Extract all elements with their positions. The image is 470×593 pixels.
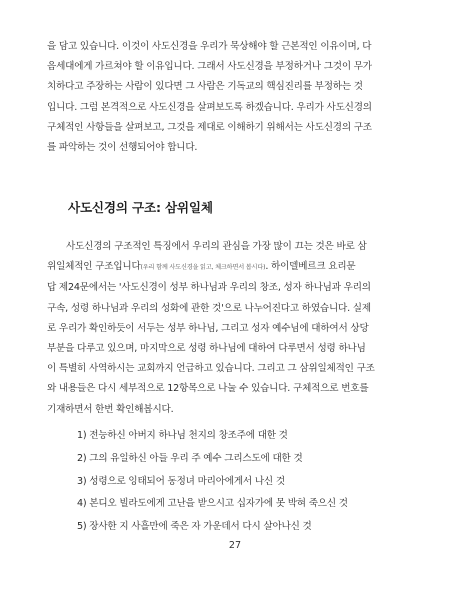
- text-line: [47, 257, 423, 278]
- text-segment: . 하이델베르크 요리문: [265, 261, 356, 273]
- text-line: 을 담고 있습니다. 이것이 사도신경을 우리가 묵상해야 할 근본적인 이유이며, 다: [47, 41, 372, 52]
- text-line: 와 내용들은 다시 세부적으로 12항목으로 나눌 수 있습니다. 구체적으로 번호를: [47, 383, 369, 395]
- creed-items-list: [77, 425, 348, 539]
- list-item: 1) 전능하신 아버지 하나님 천지의 창조주에 대한 것: [77, 430, 288, 441]
- text-line: 이 특별히 사역하시는 교회까지 언급하고 있습니다. 그리고 그 삼위일체적인 구조: [47, 363, 375, 375]
- text-line: 구체적인 사항들을 살펴보고, 그것을 제대로 이해하기 위해서는 사도신경의 구조: [47, 121, 372, 133]
- text-segment: 위일체적인 구조입니다: [47, 261, 141, 273]
- text-line: 기재하면서 한번 확인해봅시다.: [47, 403, 174, 415]
- list-item: 5) 장사한 지 사흘만에 죽은 자 가운데서 다시 살아나신 것: [77, 521, 312, 533]
- list-item: 2) 그의 유일하신 아들 우리 주 예수 그리스도에 대한 것: [77, 452, 303, 464]
- text-line: 를 파악하는 것이 선행되어야 합니다.: [47, 142, 198, 154]
- list-item: 3) 성령으로 잉태되어 동정녀 마리아에게서 나신 것: [77, 475, 285, 487]
- page-number: 27: [228, 540, 242, 551]
- text-line: 음세대에게 가르쳐야 할 이유입니다. 그래서 사도신경을 부정하거나 그것이 무가: [47, 61, 372, 73]
- reading-note: (우리 함께 사도신경을 읽고, 체크하면서 봅시다): [140, 264, 266, 272]
- text-line: 사도신경의 구조적인 특징에서 우리의 관심을 가장 많이 끄는 것은 바로 삼: [66, 241, 367, 252]
- text-line: 부분을 다루고 있으며, 마지막으로 성령 하나님에 대하여 다루면서 성령 하나님: [47, 343, 366, 355]
- structure-paragraph: [47, 237, 423, 420]
- text-line: 치하다고 주장하는 사람이 있다면 그 사람은 기독교의 핵심진리를 부정하는 것: [47, 81, 363, 93]
- text-line: 입니다. 그럼 본격적으로 사도신경을 살펴보도록 하겠습니다. 우리가 사도신경의: [47, 101, 372, 113]
- text-line: 구속, 성령 하나님과 우리의 성화에 관한 것'으로 나누어진다고 하였습니다. 실제: [47, 302, 371, 314]
- section-heading: 사도신경의 구조: 삼위일체: [68, 200, 213, 215]
- intro-paragraph: [47, 37, 423, 158]
- text-line: 로 우리가 확인하듯이 서두는 성부 하나님, 그리고 성자 예수님에 대하여서 상당: [47, 322, 369, 334]
- text-line: 답 제24문에서는 '사도신경이 성부 하나님과 우리의 창조, 성자 하나님과 우리의: [47, 282, 371, 294]
- list-item: 4) 본디오 빌라도에게 고난을 받으시고 십자가에 못 박혀 죽으신 것: [77, 498, 348, 510]
